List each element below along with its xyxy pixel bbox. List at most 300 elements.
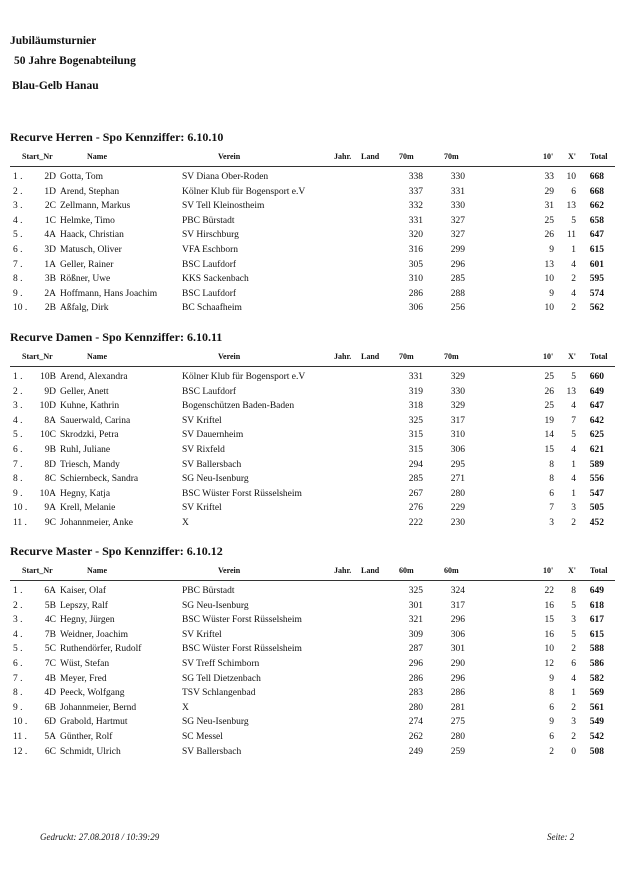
table-row [0, 584, 625, 599]
cell-r1: 325 [408, 415, 423, 426]
cell-start: 2C [44, 201, 56, 212]
cell-r2: 296 [450, 615, 465, 626]
cell-ten: 2 [549, 746, 554, 757]
cell-total: 647 [589, 401, 604, 412]
cell-r2: 296 [450, 673, 465, 684]
table-row [0, 642, 625, 657]
cell-r1: 286 [408, 673, 423, 684]
cell-name: Ruthendörfer, Rudolf [60, 644, 142, 655]
cell-x: 2 [571, 644, 576, 655]
cell-total: 561 [589, 702, 604, 713]
cell-start: 4C [44, 615, 56, 626]
cell-club: BC Schaafheim [182, 303, 242, 314]
cell-ten: 19 [544, 415, 554, 426]
cell-name: Geller, Anett [60, 386, 109, 397]
cell-x: 5 [571, 430, 576, 441]
cell-x: 3 [571, 717, 576, 728]
cell-start: 10C [40, 430, 56, 441]
cell-x: 6 [571, 186, 576, 197]
cell-name: Peeck, Wolfgang [60, 688, 125, 699]
cell-r1: 321 [408, 615, 423, 626]
column-round1: 70m [399, 352, 414, 361]
cell-r2: 229 [450, 503, 465, 514]
page-number: Seite: 2 [547, 832, 575, 842]
cell-rank: 1 . [13, 586, 23, 596]
cell-name: Schiernbeck, Sandra [60, 474, 139, 485]
cell-rank: 7 . [13, 459, 23, 470]
cell-x: 5 [571, 372, 576, 382]
table-row [0, 370, 625, 385]
cell-name: Meyer, Fred [60, 673, 107, 684]
cell-r1: 332 [408, 201, 423, 212]
cell-total: 668 [589, 186, 604, 197]
cell-ten: 10 [544, 644, 554, 655]
cell-start: 1C [44, 215, 56, 226]
cell-x: 6 [571, 658, 576, 669]
column-ten: 10' [543, 566, 554, 575]
cell-name: Arend, Stephan [60, 186, 120, 197]
cell-club: BSC Laufdorf [182, 288, 237, 299]
cell-r2: 324 [450, 586, 465, 596]
cell-total: 621 [589, 444, 604, 455]
cell-x: 4 [571, 444, 576, 455]
cell-rank: 6 . [13, 658, 23, 669]
column-round1: 60m [399, 566, 414, 575]
column-round1: 70m [399, 152, 414, 161]
cell-r1: 285 [408, 474, 423, 485]
cell-x: 5 [571, 629, 576, 640]
cell-rank: 9 . [13, 702, 23, 713]
cell-ten: 8 [549, 474, 554, 485]
cell-r2: 296 [450, 259, 465, 270]
cell-ten: 12 [544, 658, 554, 669]
cell-start: 8C [44, 474, 56, 485]
cell-ten: 25 [544, 401, 554, 412]
cell-ten: 26 [544, 386, 554, 397]
cell-r1: 306 [408, 303, 423, 314]
cell-total: 588 [589, 644, 604, 655]
column-country: Land [361, 566, 380, 575]
column-header-row [10, 152, 615, 167]
cell-x: 1 [571, 459, 576, 470]
cell-name: Rößner, Uwe [60, 274, 111, 285]
cell-club: BSC Wüster Forst Rüsselsheim [182, 644, 302, 655]
cell-r2: 327 [450, 215, 465, 226]
cell-name: Grabold, Hartmut [60, 717, 128, 728]
cell-name: Hegny, Katja [60, 488, 111, 499]
cell-x: 4 [571, 259, 576, 270]
cell-rank: 9 . [13, 488, 23, 499]
cell-ten: 15 [544, 444, 554, 455]
cell-r2: 256 [450, 303, 465, 314]
cell-start: 10A [39, 488, 56, 499]
cell-start: 4B [44, 673, 56, 684]
result-rows [0, 584, 625, 759]
cell-club: Bogenschützen Baden-Baden [182, 401, 295, 412]
cell-club: X [182, 517, 189, 528]
cell-club: SV Treff Schimborn [182, 658, 260, 669]
cell-total: 649 [589, 586, 604, 596]
printed-timestamp: Gedruckt: 27.08.2018 / 10:39:29 [40, 832, 160, 842]
cell-start: 6A [44, 586, 56, 596]
cell-club: SV Kriftel [182, 415, 222, 426]
cell-r2: 286 [450, 688, 465, 699]
cell-club: BSC Laufdorf [182, 259, 237, 270]
section-title: Recurve Master - Spo Kennziffer: 6.10.12 [10, 544, 223, 558]
cell-club: SV Rixfeld [182, 444, 225, 455]
column-club: Verein [218, 566, 241, 575]
cell-r2: 281 [450, 702, 465, 713]
cell-x: 3 [571, 503, 576, 514]
cell-r2: 317 [450, 600, 465, 611]
cell-r1: 274 [408, 717, 423, 728]
cell-ten: 15 [544, 615, 554, 626]
table-row [0, 628, 625, 643]
cell-rank: 12 . [13, 746, 28, 757]
column-start: Start_Nr [22, 352, 53, 361]
cell-rank: 9 . [13, 288, 23, 299]
cell-r2: 329 [450, 372, 465, 382]
column-club: Verein [218, 152, 241, 161]
cell-r2: 275 [450, 717, 465, 728]
cell-x: 11 [566, 230, 576, 241]
cell-ten: 29 [544, 186, 554, 197]
table-row [0, 399, 625, 414]
cell-name: Krell, Melanie [60, 503, 116, 514]
cell-x: 4 [571, 288, 576, 299]
cell-start: 9A [44, 503, 56, 514]
cell-start: 10D [39, 401, 56, 412]
cell-r2: 330 [450, 386, 465, 397]
cell-club: TSV Schlangenbad [182, 688, 256, 699]
cell-rank: 8 . [13, 474, 23, 485]
cell-rank: 8 . [13, 274, 23, 285]
result-rows [0, 370, 625, 531]
cell-name: Helmke, Timo [60, 215, 115, 226]
cell-r1: 310 [408, 274, 423, 285]
column-header-row [10, 566, 615, 581]
cell-x: 0 [571, 746, 576, 757]
table-row [0, 214, 625, 229]
cell-ten: 9 [549, 288, 554, 299]
cell-start: 5A [44, 731, 56, 742]
column-start: Start_Nr [22, 152, 53, 161]
cell-x: 13 [566, 201, 576, 212]
cell-rank: 6 . [13, 444, 23, 455]
cell-r1: 280 [408, 702, 423, 713]
cell-name: Johannmeier, Bernd [60, 702, 137, 713]
cell-rank: 5 . [13, 230, 23, 241]
cell-start: 7C [44, 658, 56, 669]
cell-x: 4 [571, 401, 576, 412]
cell-club: SV Kriftel [182, 503, 222, 514]
cell-start: 2A [44, 288, 56, 299]
cell-ten: 9 [549, 717, 554, 728]
column-ten: 10' [543, 352, 554, 361]
cell-name: Schmidt, Ulrich [60, 746, 121, 757]
cell-r2: 317 [450, 415, 465, 426]
result-rows [0, 170, 625, 316]
cell-r1: 319 [408, 386, 423, 397]
cell-club: SV Diana Ober-Roden [182, 172, 269, 182]
cell-x: 2 [571, 303, 576, 314]
cell-club: Kölner Klub für Bogensport e.V [182, 372, 306, 382]
cell-name: Ruhl, Juliane [60, 444, 111, 455]
cell-rank: 4 . [13, 415, 23, 426]
column-x: X' [568, 566, 576, 575]
cell-club: SG Tell Dietzenbach [182, 673, 261, 684]
cell-total: 618 [589, 600, 604, 611]
cell-club: BSC Wüster Forst Rüsselsheim [182, 615, 302, 626]
cell-total: 660 [589, 372, 604, 382]
cell-club: SV Dauernheim [182, 430, 244, 441]
cell-total: 658 [589, 215, 604, 226]
cell-r1: 262 [408, 731, 423, 742]
cell-total: 542 [589, 731, 604, 742]
cell-name: Kaiser, Olaf [60, 586, 107, 596]
table-row [0, 443, 625, 458]
cell-ten: 13 [544, 259, 554, 270]
cell-r2: 259 [450, 746, 465, 757]
column-name: Name [87, 152, 107, 161]
cell-club: SG Neu-Isenburg [182, 600, 249, 611]
cell-ten: 33 [544, 172, 554, 182]
cell-r1: 294 [408, 459, 423, 470]
table-row [0, 745, 625, 760]
cell-r2: 285 [450, 274, 465, 285]
cell-r2: 290 [450, 658, 465, 669]
cell-start: 6B [44, 702, 56, 713]
cell-name: Sauerwald, Carina [60, 415, 131, 426]
cell-start: 5C [44, 644, 56, 655]
cell-rank: 7 . [13, 259, 23, 270]
cell-ten: 8 [549, 459, 554, 470]
cell-r2: 329 [450, 401, 465, 412]
cell-name: Wüst, Stefan [60, 658, 110, 669]
cell-club: SV Ballersbach [182, 459, 242, 470]
table-row [0, 730, 625, 745]
cell-club: VFA Eschborn [182, 244, 239, 255]
cell-start: 2B [44, 303, 56, 314]
table-row [0, 414, 625, 429]
cell-total: 452 [589, 517, 604, 528]
cell-name: Hegny, Jürgen [60, 615, 115, 626]
table-row [0, 170, 625, 185]
cell-total: 649 [589, 386, 604, 397]
table-row [0, 301, 625, 316]
cell-r2: 230 [450, 517, 465, 528]
cell-r1: 309 [408, 629, 423, 640]
cell-r1: 283 [408, 688, 423, 699]
cell-x: 13 [566, 386, 576, 397]
cell-rank: 3 . [13, 201, 23, 212]
cell-x: 1 [571, 488, 576, 499]
cell-total: 617 [589, 615, 604, 626]
cell-total: 549 [589, 717, 604, 728]
cell-ten: 6 [549, 731, 554, 742]
cell-total: 642 [589, 415, 604, 426]
column-name: Name [87, 566, 107, 575]
cell-club: SG Neu-Isenburg [182, 717, 249, 728]
cell-x: 2 [571, 274, 576, 285]
cell-rank: 6 . [13, 244, 23, 255]
cell-ten: 25 [544, 372, 554, 382]
cell-total: 615 [589, 244, 604, 255]
cell-r1: 337 [408, 186, 423, 197]
cell-x: 4 [571, 673, 576, 684]
doc-club: Blau-Gelb Hanau [12, 80, 99, 92]
cell-ten: 16 [544, 629, 554, 640]
cell-r1: 331 [408, 372, 423, 382]
table-row [0, 501, 625, 516]
table-row [0, 428, 625, 443]
cell-r1: 276 [408, 503, 423, 514]
cell-start: 10B [40, 372, 56, 382]
cell-rank: 10 . [13, 717, 28, 728]
cell-name: Haack, Christian [60, 230, 124, 241]
cell-rank: 11 . [13, 517, 27, 528]
cell-x: 2 [571, 731, 576, 742]
cell-total: 662 [589, 201, 604, 212]
cell-name: Gotta, Tom [60, 172, 103, 182]
cell-total: 668 [589, 172, 604, 182]
cell-start: 4D [44, 688, 56, 699]
table-row [0, 516, 625, 531]
cell-r2: 295 [450, 459, 465, 470]
table-row [0, 672, 625, 687]
cell-name: Arend, Alexandra [60, 372, 128, 382]
cell-club: PBC Bürstadt [182, 586, 235, 596]
table-row [0, 686, 625, 701]
cell-rank: 3 . [13, 615, 23, 626]
cell-club: SV Kriftel [182, 629, 222, 640]
cell-ten: 10 [544, 303, 554, 314]
doc-subtitle: 50 Jahre Bogenabteilung [14, 55, 136, 67]
cell-r1: 331 [408, 215, 423, 226]
cell-ten: 10 [544, 274, 554, 285]
cell-total: 595 [589, 274, 604, 285]
cell-x: 8 [571, 586, 576, 596]
cell-start: 7B [44, 629, 56, 640]
cell-ten: 25 [544, 215, 554, 226]
cell-rank: 1 . [13, 172, 23, 182]
cell-r1: 222 [408, 517, 423, 528]
cell-club: BSC Wüster Forst Rüsselsheim [182, 488, 302, 499]
cell-x: 5 [571, 600, 576, 611]
cell-name: Zellmann, Markus [60, 201, 131, 212]
cell-ten: 6 [549, 488, 554, 499]
cell-rank: 4 . [13, 215, 23, 226]
cell-r2: 280 [450, 731, 465, 742]
cell-r2: 331 [450, 186, 465, 197]
cell-x: 4 [571, 474, 576, 485]
cell-r1: 286 [408, 288, 423, 299]
cell-start: 9D [44, 386, 56, 397]
column-x: X' [568, 152, 576, 161]
cell-r2: 271 [450, 474, 465, 485]
cell-total: 508 [589, 746, 604, 757]
cell-name: Johannmeier, Anke [60, 517, 133, 528]
cell-start: 1A [44, 259, 56, 270]
cell-ten: 9 [549, 673, 554, 684]
column-name: Name [87, 352, 107, 361]
cell-rank: 5 . [13, 430, 23, 441]
cell-total: 601 [589, 259, 604, 270]
table-row [0, 599, 625, 614]
cell-start: 4A [44, 230, 56, 241]
cell-name: Günther, Rolf [60, 731, 113, 742]
cell-r1: 318 [408, 401, 423, 412]
cell-total: 505 [589, 503, 604, 514]
cell-r1: 316 [408, 244, 423, 255]
cell-name: Triesch, Mandy [60, 459, 120, 470]
doc-title: Jubiläumsturnier [10, 35, 97, 47]
cell-rank: 3 . [13, 401, 23, 412]
cell-ten: 8 [549, 688, 554, 699]
cell-name: Geller, Rainer [60, 259, 114, 270]
table-row [0, 715, 625, 730]
cell-total: 625 [589, 430, 604, 441]
table-row [0, 228, 625, 243]
cell-name: Aßfalg, Dirk [60, 303, 109, 314]
cell-ten: 16 [544, 600, 554, 611]
cell-r1: 315 [408, 444, 423, 455]
cell-ten: 9 [549, 244, 554, 255]
cell-r2: 310 [450, 430, 465, 441]
column-start: Start_Nr [22, 566, 53, 575]
cell-start: 3B [44, 274, 56, 285]
cell-total: 586 [589, 658, 604, 669]
cell-r1: 320 [408, 230, 423, 241]
column-total: Total [590, 352, 608, 361]
cell-rank: 10 . [13, 303, 28, 314]
cell-club: PBC Bürstadt [182, 215, 235, 226]
cell-total: 556 [589, 474, 604, 485]
cell-ten: 6 [549, 702, 554, 713]
cell-rank: 7 . [13, 673, 23, 684]
cell-total: 589 [589, 459, 604, 470]
table-row [0, 701, 625, 716]
cell-total: 562 [589, 303, 604, 314]
cell-total: 569 [589, 688, 604, 699]
column-round2: 70m [444, 352, 459, 361]
cell-name: Skrodzki, Petra [60, 430, 119, 441]
cell-start: 9C [44, 517, 56, 528]
table-row [0, 657, 625, 672]
cell-r1: 338 [408, 172, 423, 182]
column-country: Land [361, 352, 380, 361]
cell-x: 1 [571, 688, 576, 699]
cell-rank: 4 . [13, 629, 23, 640]
cell-x: 7 [571, 415, 576, 426]
cell-rank: 10 . [13, 503, 28, 514]
section-title: Recurve Damen - Spo Kennziffer: 6.10.11 [10, 330, 223, 344]
table-row [0, 458, 625, 473]
cell-rank: 11 . [13, 731, 27, 742]
table-row [0, 385, 625, 400]
cell-x: 2 [571, 702, 576, 713]
cell-total: 574 [589, 288, 604, 299]
column-total: Total [590, 152, 608, 161]
section-title: Recurve Herren - Spo Kennziffer: 6.10.10 [10, 130, 224, 144]
cell-r2: 288 [450, 288, 465, 299]
cell-r1: 315 [408, 430, 423, 441]
cell-r1: 296 [408, 658, 423, 669]
cell-club: KKS Sackenbach [182, 274, 249, 285]
cell-total: 647 [589, 230, 604, 241]
column-total: Total [590, 566, 608, 575]
column-year: Jahr. [334, 152, 352, 161]
